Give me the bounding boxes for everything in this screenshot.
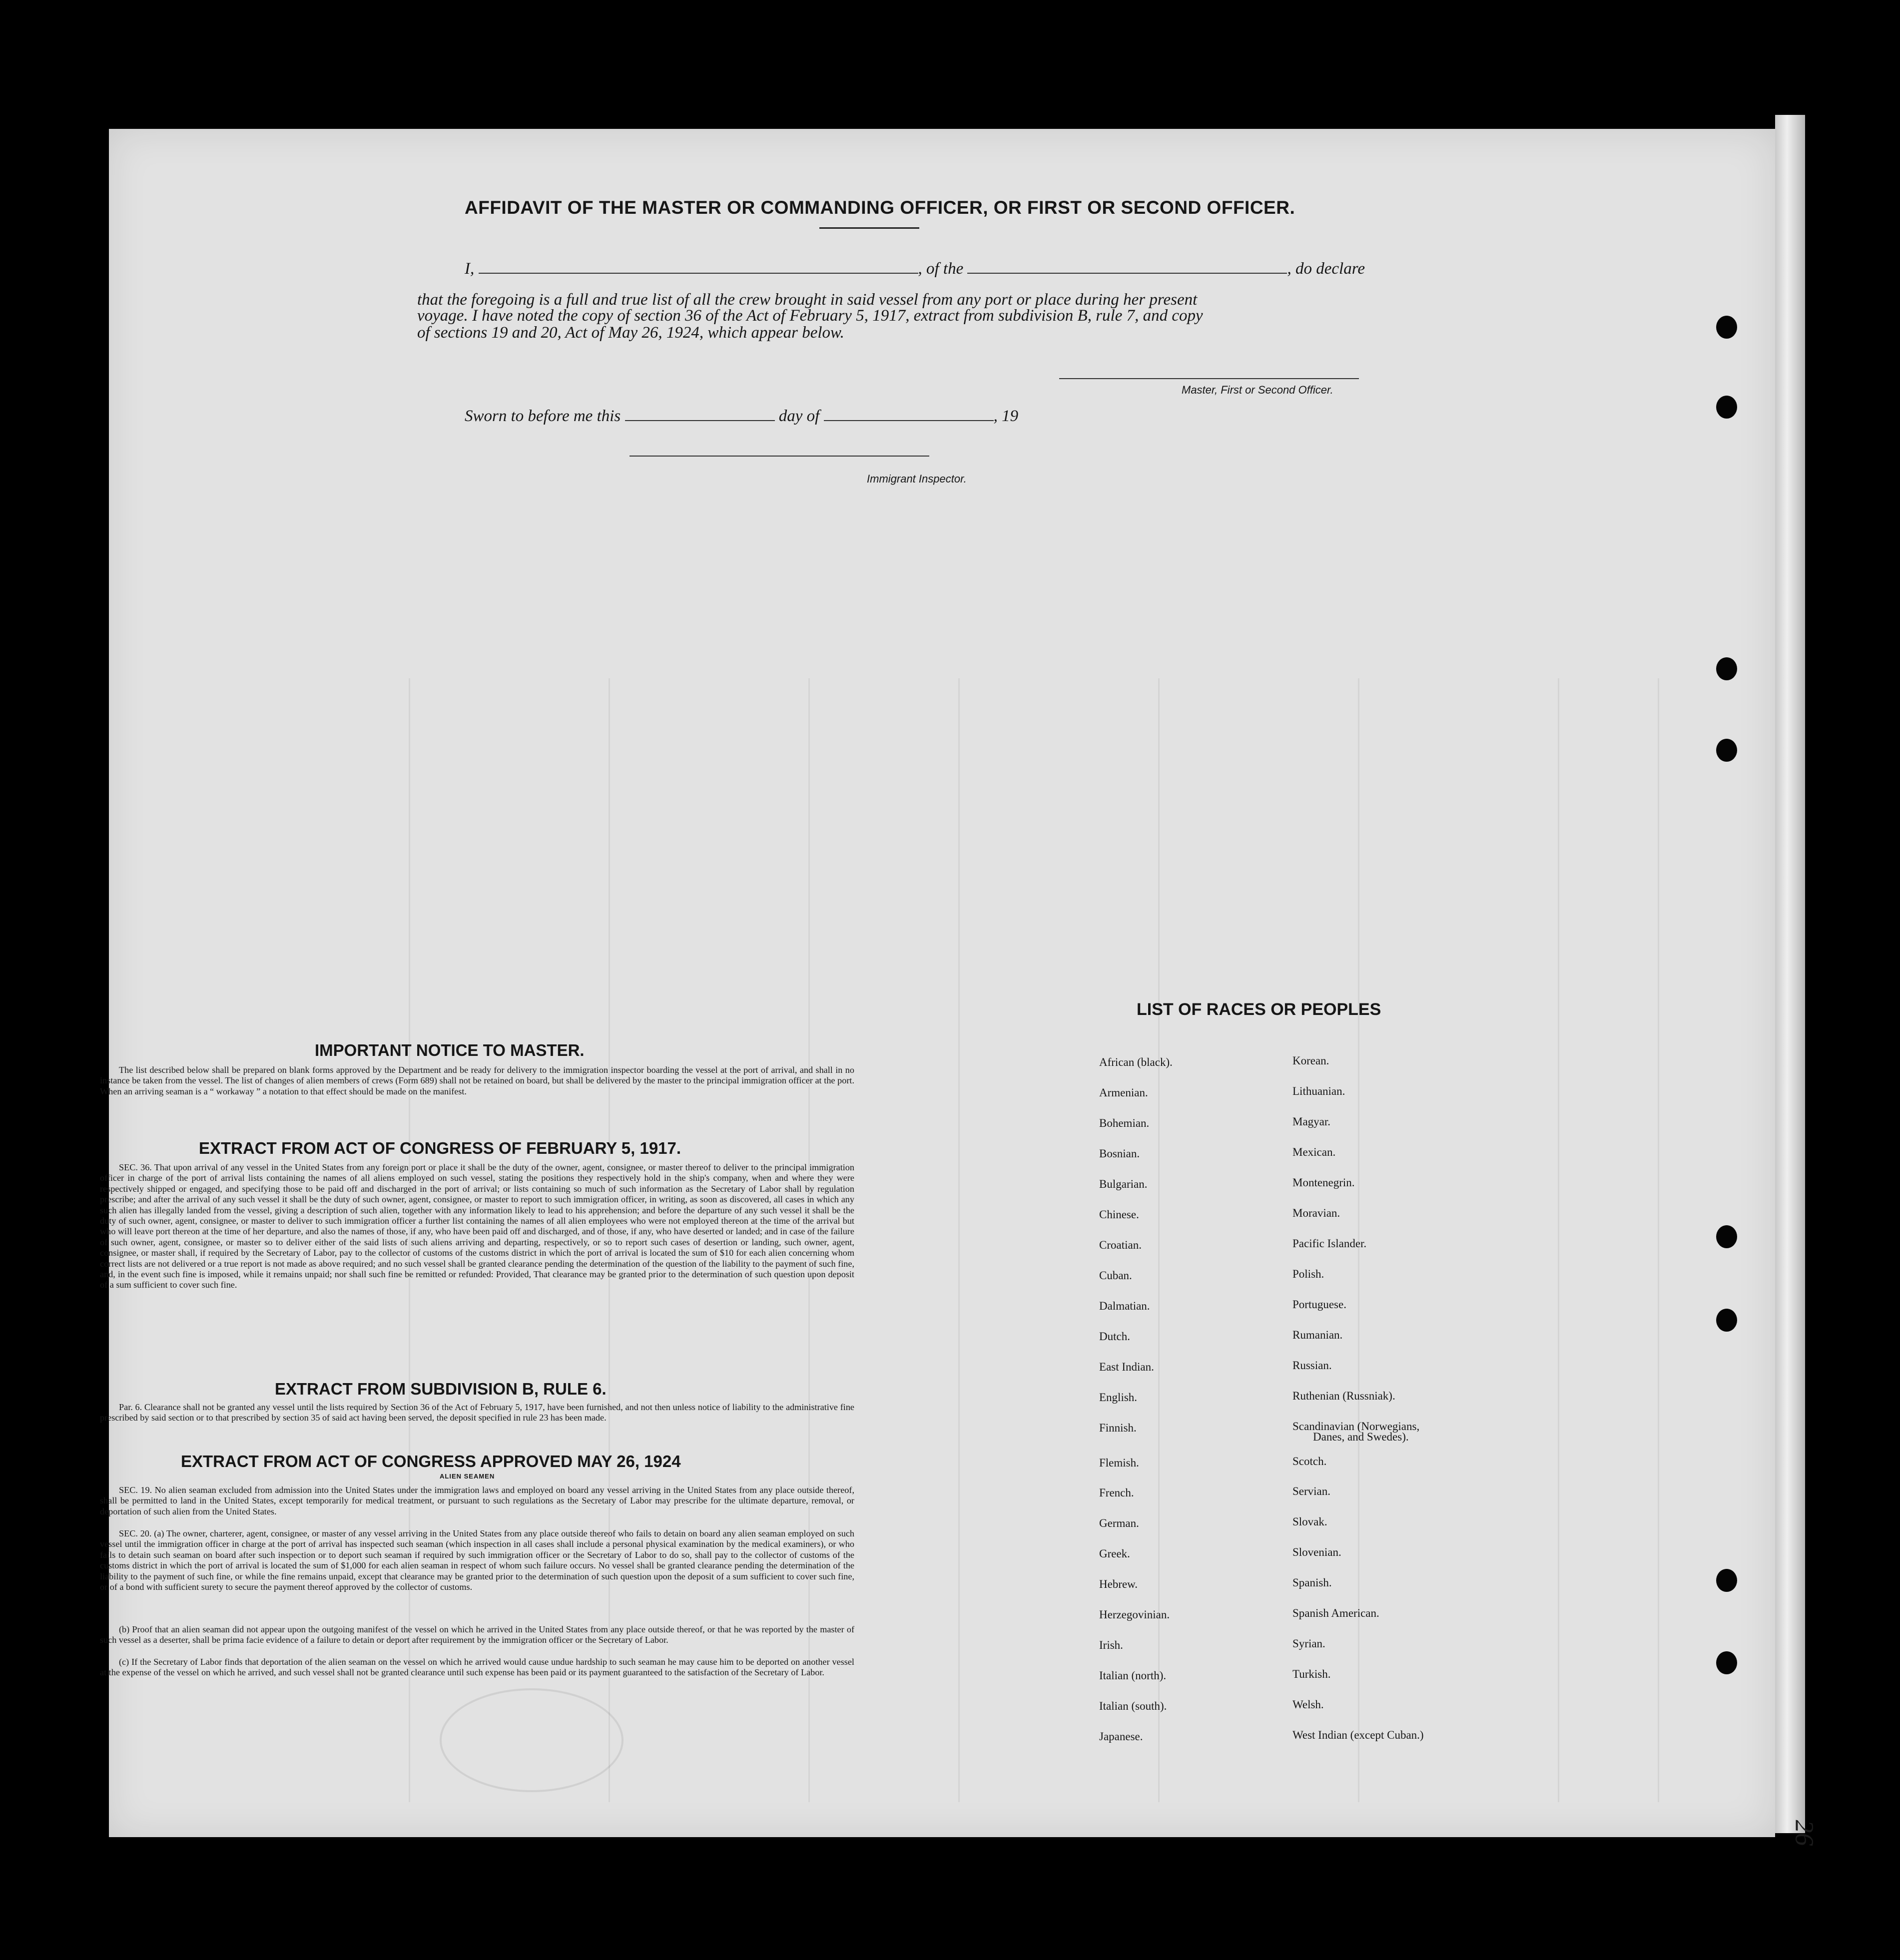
race-item: German. (1099, 1517, 1139, 1529)
race-item: Greek. (1099, 1547, 1130, 1560)
binder-hole (1716, 1225, 1737, 1248)
race-item: Croatian. (1099, 1239, 1142, 1251)
race-item: Portuguese. (1292, 1298, 1346, 1311)
binder-hole (1716, 657, 1737, 680)
race-item: Dalmatian. (1099, 1300, 1150, 1312)
sworn-text: day of (778, 407, 820, 425)
month-blank[interactable] (824, 407, 994, 421)
sec-20a-text: SEC. 20. (a) The owner, charterer, agent, consignee, or master of any vessel arriving in the United States from any place outside thereof who fails to detain on board any alien seaman employed on such vessel until the immigration officer in charge at the port of arrival has inspected such seaman (which inspection in all cases shall include a personal physical examination by the medical examiners), or who fails to detain such seaman on board after such inspection or to deport such seaman if required by such immigration officer or the Secretary of Labor to do so, shall pay to the collector of customs of the customs district in which the port of arrival is located the sum of $1,000 for each alien seaman in respect of whom such failure occurs. No vessel shall be granted clearance pending the determination of the liability to the payment of such fine, or while the fine remains unpaid, except that clearance may be granted prior to the determination of such question upon the deposit of a sum sufficient to cover such fine, or of a bond with sufficient surety to secure the payment thereof approved by the collector of customs. (100, 1528, 854, 1592)
act-1924-title: EXTRACT FROM ACT OF CONGRESS APPROVED MAY 26, 1924 (181, 1452, 681, 1470)
affidavit-text: , do declare (1287, 260, 1365, 278)
race-item: Bosnian. (1099, 1147, 1140, 1160)
sec-20c-text: (c) If the Secretary of Labor finds that deportation of the alien seaman on the vessel on which he arrived would cause undue hardship to such seaman he may cause him to be deported on another vessel at the expense of the vessel on which he arrived, and such vessel shall not be granted clearance until such expense has been paid or its payment guaranteed to the satisfaction of the Secretary of Labor. (100, 1657, 854, 1678)
race-item: Russian. (1292, 1359, 1332, 1372)
race-item: Spanish American. (1292, 1607, 1379, 1619)
act-1917-text: SEC. 36. That upon arrival of any vessel in the United States from any foreign port or place it shall be the duty of the owner, agent, consignee, or master thereof to deliver to the principal immigration officer in charge of the port of arrival lists containing the names of all aliens employed on such vessel, stating the positions they respectively hold in the ship's company, when and where they were respectively shipped or engaged, and specifying those to be paid off and discharged in the port of arrival; or lists containing so much of such information as the Secretary of Labor shall by regulation prescribe; and after the arrival of any such vessel it shall be the duty of such owner, agent, consignee, or master to report to such immigration officer, in writing, as soon as discovered, all cases in which any such alien has illegally landed from the vessel, giving a description of such alien, together with any information likely to lead to his apprehension; and before the departure of any such vessel it shall be the duty of such owner, agent, consignee, or master to deliver to such immigration officer a further list containing the names of all alien employees who were not employed thereon at the time of the arrival but who will leave port thereon at the time of her departure, and also the names of those, if any, who have been paid off and discharged, and of those, if any, who have deserted or landed; and in case of the failure of such owner, agent, consignee, or master so to deliver either of the said lists of such aliens arriving and departing, respectively, or so to report such cases of desertion or landing, such owner, agent, consignee, or master shall, if required by the Secretary of Labor, pay to the collector of customs of the customs district in which the port of arrival is located the sum of $10 for each alien concerning whom correct lists are not delivered or a true report is not made as above required; and no such vessel shall be granted clearance pending the determination of the question of the liability to the payment of such fine, and, in the event such fine is imposed, while it remains unpaid; nor shall such fine be remitted or refunded: Provided, That clearance may be granted prior to the determination of such question upon deposit of a sum sufficient to cover such fine. (100, 1162, 854, 1290)
binder-hole (1716, 396, 1737, 419)
race-item: Herzegovinian. (1099, 1608, 1170, 1621)
inspector-signature-line[interactable] (630, 456, 929, 457)
faint-stamp (440, 1688, 624, 1792)
master-signature-line[interactable] (1059, 378, 1359, 379)
race-item: Scotch. (1292, 1455, 1327, 1468)
inspector-caption: Immigrant Inspector. (867, 473, 967, 485)
race-item: Spanish. (1292, 1576, 1332, 1589)
page-number: 26 (1790, 1820, 1819, 1846)
affidavit-line-1 (465, 260, 1365, 278)
race-item: Servian. (1292, 1485, 1331, 1497)
race-item: Finnish. (1099, 1422, 1137, 1434)
sworn-line (465, 407, 1018, 426)
race-item: Danes, and Swedes). (1313, 1431, 1409, 1443)
notice-text: The list described below shall be prepared on blank forms approved by the Department and be ready for delivery to the immigration inspector boarding the vessel at the port of arrival, and shall in no instance be taken from the vessel. The list of changes of alien members of crews (Form 689) shall not be retained on board, but shall be delivered by the master to the principal immigration officer at the port. When an arriving seaman is a “ workaway ” a notation to that effect should be made on the manifest. (100, 1065, 854, 1096)
race-item: Italian (north). (1099, 1669, 1167, 1682)
race-item: Welsh. (1292, 1698, 1324, 1711)
title-underline (819, 227, 919, 229)
race-item: Syrian. (1292, 1637, 1325, 1650)
affidavit-line-3: voyage. I have noted the copy of section 36 of the Act of February 5, 1917, extract from subdivision B, rule 7, and copy (417, 307, 1203, 325)
race-item: Pacific Islander. (1292, 1237, 1367, 1250)
race-item: Dutch. (1099, 1330, 1130, 1343)
race-item: Hebrew. (1099, 1578, 1138, 1590)
race-item: Chinese. (1099, 1208, 1139, 1221)
races-title: LIST OF RACES OR PEOPLES (1137, 1000, 1381, 1019)
race-item: Slovak. (1292, 1515, 1327, 1528)
notice-title: IMPORTANT NOTICE TO MASTER. (315, 1041, 585, 1059)
race-item: Moravian. (1292, 1207, 1340, 1219)
race-item: Magyar. (1292, 1115, 1331, 1128)
affidavit-title: AFFIDAVIT OF THE MASTER OR COMMANDING OFFICER, OR FIRST OR SECOND OFFICER. (465, 197, 1295, 218)
race-item: Bohemian. (1099, 1117, 1150, 1129)
race-item: English. (1099, 1391, 1138, 1404)
race-item: Turkish. (1292, 1668, 1331, 1680)
race-item: Lithuanian. (1292, 1085, 1345, 1097)
page-edge (1775, 115, 1805, 1833)
affidavit-text: , of the (918, 260, 964, 278)
race-item: East Indian. (1099, 1361, 1154, 1373)
race-item: Polish. (1292, 1268, 1324, 1280)
affidavit-line-4: of sections 19 and 20, Act of May 26, 1924, which appear below. (417, 324, 844, 342)
binder-hole (1716, 316, 1737, 339)
race-item: Ruthenian (Russniak). (1292, 1390, 1395, 1402)
race-item: Slovenian. (1292, 1546, 1341, 1558)
race-item: Mexican. (1292, 1146, 1336, 1158)
race-item: African (black). (1099, 1056, 1173, 1068)
race-item: Montenegrin. (1292, 1176, 1355, 1189)
race-item: Italian (south). (1099, 1700, 1167, 1712)
vessel-blank[interactable] (967, 260, 1287, 274)
alien-seamen-subtitle: ALIEN SEAMEN (440, 1472, 495, 1480)
race-item: Bulgarian. (1099, 1178, 1148, 1190)
binder-hole (1716, 1569, 1737, 1592)
rule-6-text: Par. 6. Clearance shall not be granted any vessel until the lists required by Section 36 of the Act of February 5, 1917, have been furnished, and not then unless notice of liability to the administrative fine prescribed by said section or to that prescribed by section 35 of said act having been served, the deposit specified in rule 23 has been made. (100, 1402, 854, 1423)
name-blank[interactable] (479, 260, 918, 274)
race-item: Scandinavian (Norwegians, (1292, 1420, 1420, 1433)
affidavit-text: I, (465, 260, 475, 278)
master-caption: Master, First or Second Officer. (1182, 384, 1333, 396)
binder-hole (1716, 739, 1737, 762)
race-item: Korean. (1292, 1054, 1329, 1067)
binder-hole (1716, 1309, 1737, 1332)
race-item: Rumanian. (1292, 1329, 1343, 1341)
affidavit-line-2: that the foregoing is a full and true list of all the crew brought in said vessel from any port or place during her present (417, 291, 1198, 309)
race-item: Japanese. (1099, 1730, 1143, 1743)
day-blank[interactable] (625, 407, 775, 421)
race-item: Cuban. (1099, 1269, 1132, 1282)
race-item: Flemish. (1099, 1457, 1139, 1469)
sec-20b-text: (b) Proof that an alien seaman did not appear upon the outgoing manifest of the vessel on which he arrived in the United States from any place outside thereof, or that he was reported by the master of such vessel as a deserter, shall be prima facie evidence of a failure to detain or deport after requirement by the immigration officer or the Secretary of Labor. (100, 1624, 854, 1645)
race-item: French. (1099, 1486, 1134, 1499)
rule-6-title: EXTRACT FROM SUBDIVISION B, RULE 6. (275, 1380, 607, 1398)
race-item: Armenian. (1099, 1086, 1148, 1099)
sworn-text: , 19 (993, 407, 1019, 425)
binder-hole (1716, 1651, 1737, 1674)
sworn-text: Sworn to before me this (465, 407, 621, 425)
act-1917-title: EXTRACT FROM ACT OF CONGRESS OF FEBRUARY 5, 1917. (199, 1139, 681, 1157)
race-item: West Indian (except Cuban.) (1292, 1729, 1424, 1741)
race-item: Irish. (1099, 1639, 1123, 1651)
sec-19-text: SEC. 19. No alien seaman excluded from admission into the United States under the immigration laws and employed on board any vessel arriving in the United States from any place outside thereof, shall be permitted to land in the United States, except temporarily for medical treatment, or pursuant to such regulations as the Secretary of Labor may prescribe for the ultimate departure, removal, or deportation of such alien from the United States. (100, 1485, 854, 1516)
